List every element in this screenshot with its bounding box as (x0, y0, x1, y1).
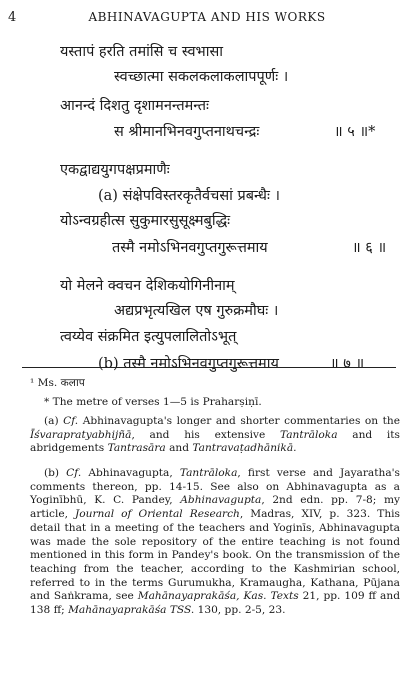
footnote-marker: (a) (44, 415, 64, 427)
verse-number: ॥ ६ ॥ (352, 240, 387, 256)
footnote-a (30, 415, 400, 456)
footnote-title: Abhinavagupta (180, 494, 262, 507)
footnote-text: 130, pp. 2-5, 23. (194, 604, 286, 617)
verse-number: ॥ ५ ॥* (334, 124, 376, 140)
running-title: ABHINAVAGUPTA AND HIS WORKS (88, 10, 326, 24)
verse-line: (b) तस्मै नमोऽभिनवगुप्तगुरूत्तमाय (98, 356, 279, 372)
footnote-text: , and his extensive (131, 428, 280, 441)
verse-line: स श्रीमानभिनवगुप्तनाथचन्द्रः (114, 124, 260, 140)
verse-line: एकद्वाद्ययुगपक्षप्रमाणैः (60, 162, 170, 178)
footnote-text: ¹ Ms. कलाप (30, 377, 85, 389)
footnote-text: and its abridgements (30, 428, 400, 455)
verse-line: तस्मै नमोऽभिनवगुप्तगुरूत्तमाय (112, 240, 268, 256)
verse-line: यस्तापं हरति तमांसि च स्वभासा (60, 44, 224, 60)
footnote-metre (30, 396, 400, 410)
footnote-b (30, 467, 400, 618)
footnote-title: Journal of Oriental Research (75, 508, 240, 521)
footnote-paragraph (30, 415, 400, 456)
verse-line: स्वच्छात्मा सकलकलाकलापपूर्णः । (114, 69, 289, 85)
footnote-text: , Madras, XIV, p. 323. This detail that in a meeting of the teachers and Yoginīs, Abhinavagupta was made the sole repository of the entire teaching is not found mentioned in this form in Pandey's book. On the transmission of the teaching from the teacher, according to the Kashmirian school, referred to in the terms Gurumukha, Kramaugha, Kathana, Pūjana and Saṅkrama, see (30, 508, 400, 603)
footnote-text: and (165, 442, 193, 455)
footnote-ms (30, 377, 400, 391)
footnote-title: Tantravaṭadhānikā. (192, 442, 297, 455)
footnote-text: Abhinavagupta's longer and shorter commentaries on the (78, 415, 400, 427)
footnote-text: , first verse and Jayaratha's comments thereon, pp. 14-15. See also on Abhinavagupta as a Yoginībhū, K. C. Pandey, (30, 467, 400, 507)
running-header (8, 10, 406, 28)
footnote-text: * The metre of verses 1—5 is Praharṣiṇī. (44, 396, 262, 408)
page-number: 4 (8, 10, 17, 25)
verse-line: आनन्दं दिशतु दृशामनन्तमन्तः (60, 98, 209, 114)
footnote-title: Mahānayaprakāśa, Kas. Texts (137, 590, 299, 603)
footnote-text: Abhinavagupta, (81, 467, 180, 479)
footnote-title: Tantrasāra (107, 442, 166, 455)
footnote-text: 21, pp. 109 ff and 138 ff; (30, 590, 400, 617)
footnote-title: Īśvarapratyabhijñā (30, 428, 132, 441)
verse-line: अद्यप्रभृत्यखिल एष गुरुक्रमौघः । (114, 303, 279, 319)
verse-block (0, 36, 416, 372)
footnote-divider (22, 367, 396, 368)
footnote-title: Tantrāloka (179, 467, 238, 479)
footnote-title: Mahānayaprakāśa TSS. (68, 604, 195, 617)
footnote-text: , 2nd edn. pp. 7-8; my article, (30, 494, 400, 521)
verse-line: यो मेलने क्वचन देशिकयोगिनीनाम् (60, 278, 235, 294)
footnote-cf: Cf. (63, 415, 79, 427)
footnote-marker: (b) (44, 467, 67, 479)
verse-line: त्वय्येव संक्रमित इत्युपलालितोऽभूत् (60, 329, 237, 345)
verse-number: ॥ ७ ॥ (330, 356, 365, 372)
verse-line: (a) संक्षेपविस्तरकृतैर्वचसां प्रबन्धैः । (98, 188, 280, 204)
footnote-cf: Cf. (66, 467, 82, 479)
verse-line: योऽन्वग्रहीत्स सुकुमारसुसूक्ष्मबुद्धिः (60, 213, 231, 229)
footnote-paragraph (30, 467, 400, 618)
footnote-title: Tantrāloka (279, 428, 338, 441)
